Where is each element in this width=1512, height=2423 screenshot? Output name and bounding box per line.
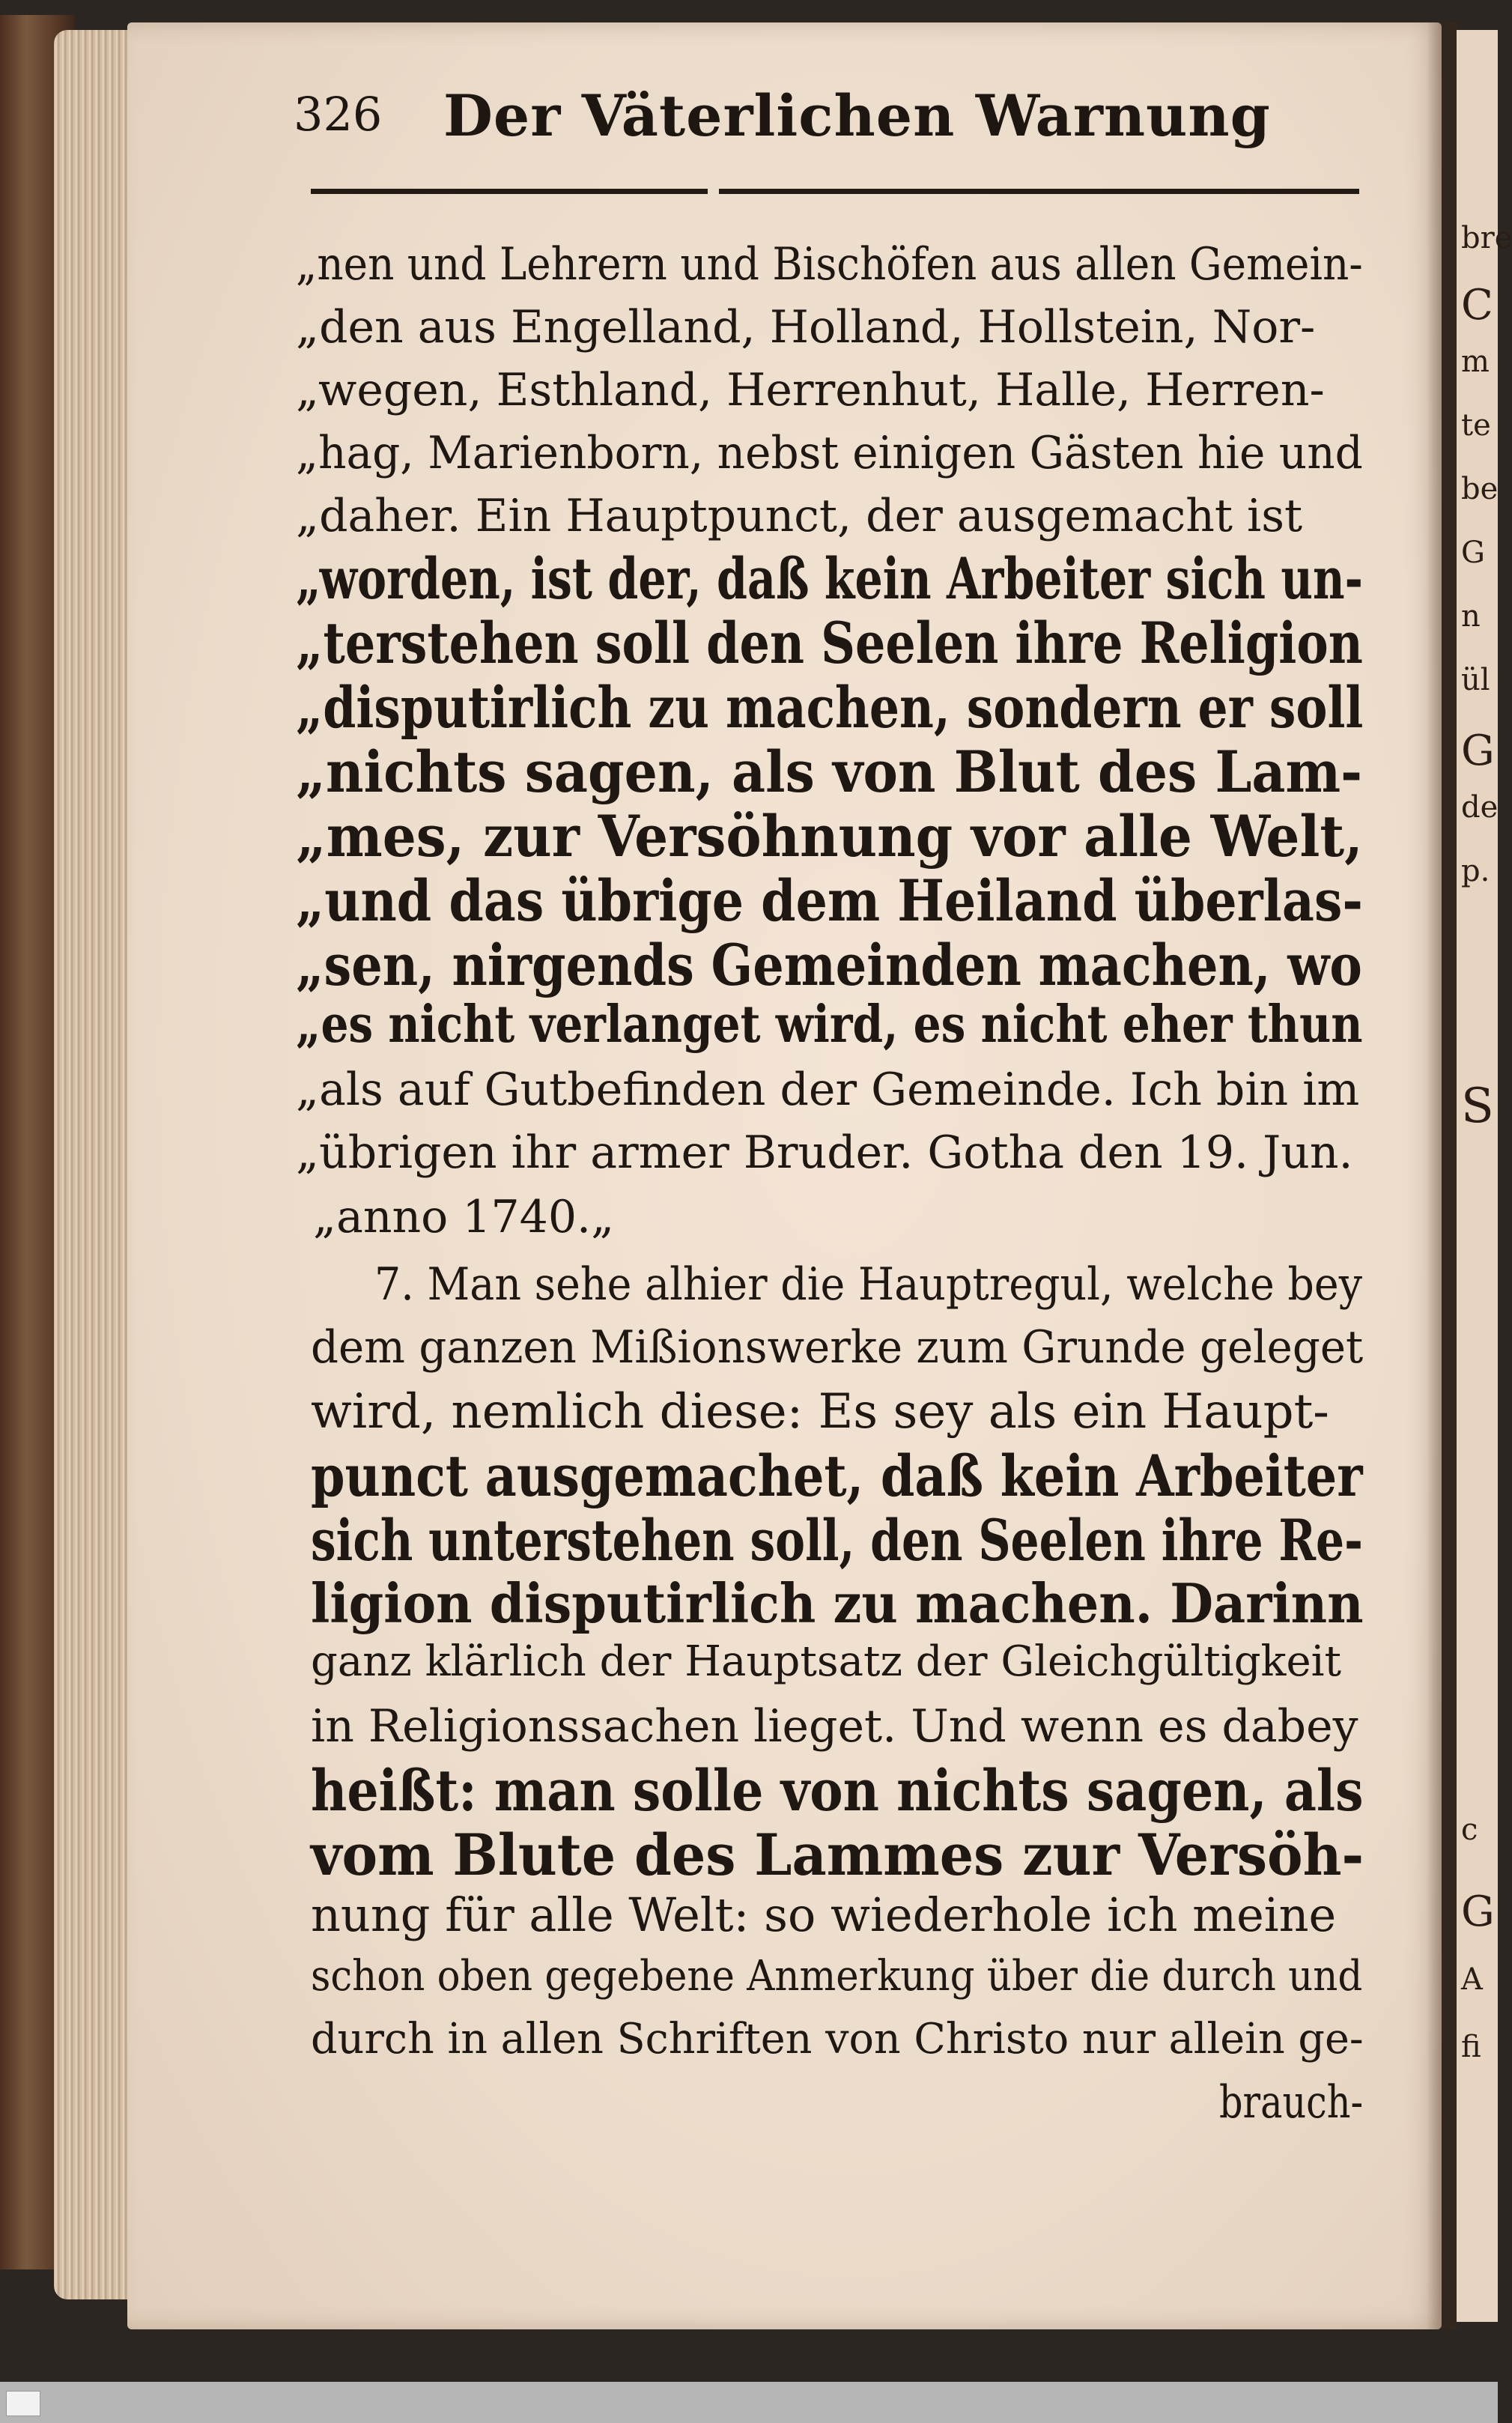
paragraph-line: schon oben gegebene Anmerkung über die durch und bbox=[311, 1952, 1363, 2001]
quote-line: „anno 1740.„ bbox=[313, 1191, 615, 1243]
right-page-text: A bbox=[1461, 1962, 1483, 1997]
paragraph-line: wird, nemlich diese: Es sey als ein Haupt- bbox=[311, 1384, 1329, 1440]
quote-line: „es nicht verlanget wird, es nicht eher thun bbox=[296, 995, 1363, 1055]
right-page-text: ül bbox=[1461, 663, 1490, 697]
right-page-text: m bbox=[1461, 345, 1490, 379]
paragraph-line: vom Blute des Lammes zur Versöh- bbox=[311, 1822, 1364, 1888]
page-header bbox=[294, 82, 1372, 165]
quote-line: „disputirlich zu machen, sondern er soll bbox=[296, 674, 1364, 741]
paragraph-line: in Religionssachen lieget. Und wenn es dabey bbox=[311, 1700, 1358, 1753]
right-page-text: G bbox=[1461, 727, 1495, 775]
catchword: brauch- bbox=[1219, 2076, 1364, 2129]
quote-line: „wegen, Esthland, Herrenhut, Halle, Herren- bbox=[296, 364, 1325, 416]
paragraph-line: dem ganzen Mißionswerke zum Grunde geleget bbox=[311, 1321, 1364, 1374]
right-page-text: p. bbox=[1461, 854, 1490, 888]
page-edges bbox=[54, 30, 138, 2299]
right-page-text: G bbox=[1461, 536, 1485, 570]
quote-line: „mes, zur Versöhnung vor alle Welt, bbox=[296, 803, 1363, 870]
right-page-text: C bbox=[1461, 281, 1493, 330]
paragraph-line: heißt: man solle von nichts sagen, als bbox=[311, 1757, 1364, 1824]
right-page-text: n bbox=[1461, 599, 1481, 634]
paragraph-line: nung für alle Welt: so wiederhole ich meine bbox=[311, 1887, 1337, 1942]
scan-logo bbox=[6, 2391, 40, 2416]
quote-line: „daher. Ein Hauptpunct, der ausgemacht ist bbox=[296, 490, 1303, 542]
quote-line: „nichts sagen, als von Blut des Lam- bbox=[296, 739, 1363, 805]
paragraph-line: durch in allen Schriften von Christo nur allein ge- bbox=[311, 2015, 1364, 2063]
right-page-text: bre bbox=[1461, 221, 1512, 255]
header-rule bbox=[311, 189, 708, 194]
right-page-text: te bbox=[1461, 408, 1491, 443]
paragraph-line: punct ausgemachet, daß kein Arbeiter bbox=[311, 1443, 1363, 1509]
quote-line: „terstehen soll den Seelen ihre Religion bbox=[296, 610, 1363, 676]
paragraph-line: ligion disputirlich zu machen. Darinn bbox=[311, 1571, 1364, 1635]
page-number: 326 bbox=[294, 87, 383, 142]
paragraph-line: 7. Man sehe alhier die Hauptregul, welche bey bbox=[374, 1258, 1363, 1311]
right-page-text: S bbox=[1461, 1079, 1494, 1134]
quote-line: „übrigen ihr armer Bruder. Gotha den 19. Jun. bbox=[296, 1126, 1353, 1179]
paragraph-line: sich unterstehen soll, den Seelen ihre Re- bbox=[311, 1507, 1363, 1574]
right-page-text: be bbox=[1461, 472, 1499, 506]
right-page-text: c bbox=[1461, 1813, 1478, 1847]
header-rule bbox=[719, 189, 1359, 194]
quote-line: „sen, nirgends Gemeinden machen, wo bbox=[296, 932, 1362, 998]
running-title: Der Väterlichen Warnung bbox=[443, 82, 1271, 149]
quote-line: „und das übrige dem Heiland überlas- bbox=[296, 867, 1363, 934]
quote-line: „hag, Marienborn, nebst einigen Gästen hie und bbox=[296, 427, 1363, 479]
right-page-text: de bbox=[1461, 790, 1499, 825]
quote-line: „den aus Engelland, Holland, Hollstein, Nor- bbox=[296, 301, 1316, 354]
quote-line: „nen und Lehrern und Bischöfen aus allen Gemein- bbox=[296, 238, 1363, 291]
right-page-text: G bbox=[1461, 1887, 1495, 1936]
scan-bottom-strip bbox=[0, 2382, 1498, 2423]
quote-line: „worden, ist der, daß kein Arbeiter sich un- bbox=[296, 545, 1363, 612]
right-page-fragment bbox=[1457, 30, 1512, 2322]
paragraph-line: ganz klärlich der Hauptsatz der Gleichgültigkeit bbox=[311, 1637, 1342, 1686]
right-page-text: fi bbox=[1461, 2030, 1481, 2064]
quote-line: „als auf Gutbefinden der Gemeinde. Ich bin im bbox=[296, 1064, 1360, 1116]
gutter-shadow bbox=[1427, 22, 1457, 2329]
